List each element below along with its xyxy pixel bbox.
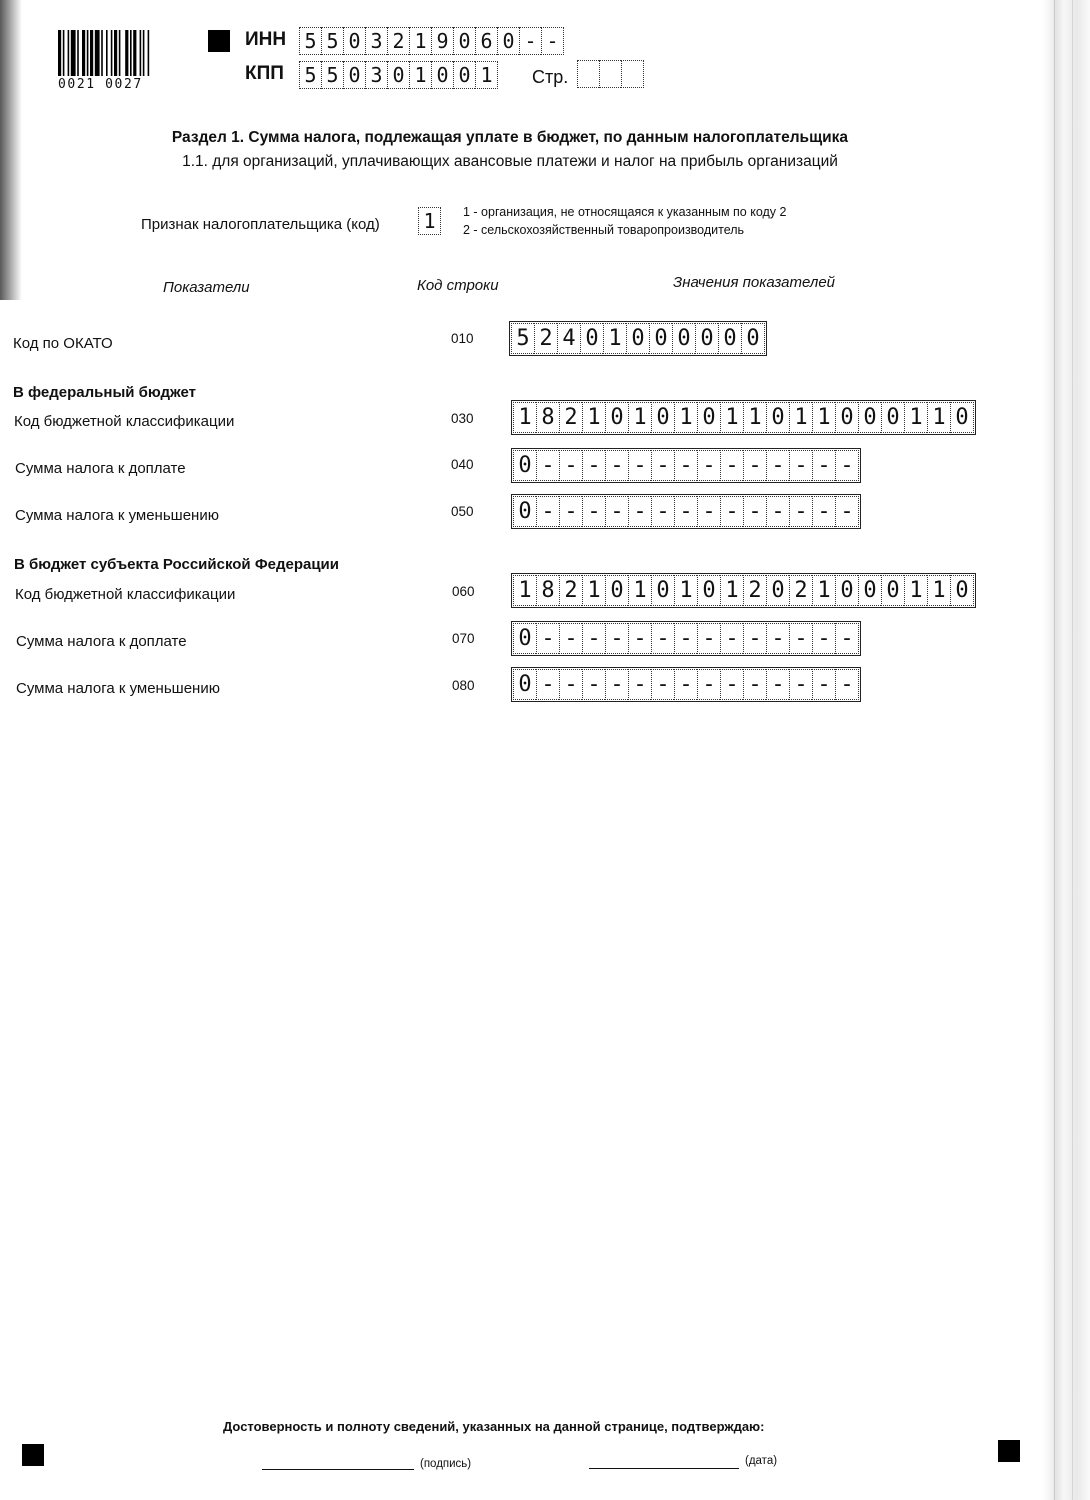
section-title: Раздел 1. Сумма налога, подлежащая уплате в бюджет, по данным налогоплательщика — [171, 129, 849, 146]
okato-label: Код по ОКАТО — [13, 335, 113, 352]
char-cell: - — [605, 496, 628, 527]
char-cell: 1 — [628, 402, 651, 433]
char-cell: 0 — [605, 402, 628, 433]
char-cell: - — [559, 623, 582, 654]
char-cell: 0 — [513, 450, 536, 481]
char-cell: - — [697, 623, 720, 654]
char-cell: 0 — [881, 575, 904, 606]
barcode-bar — [106, 30, 108, 78]
char-cell: 0 — [453, 27, 475, 55]
char-cell: 3 — [365, 61, 387, 89]
char-cell: 0 — [513, 496, 536, 527]
char-cell: - — [651, 623, 674, 654]
barcode-bar — [71, 30, 76, 78]
char-cell: - — [628, 450, 651, 481]
char-cell: - — [835, 669, 859, 700]
date-caption: (дата) — [745, 1455, 778, 1467]
char-cell: 0 — [835, 402, 858, 433]
char-cell: - — [720, 450, 743, 481]
char-cell: - — [582, 496, 605, 527]
kpp-label: КПП — [245, 63, 284, 84]
taxpayer-sign-option-1: 1 - организация, не относящаяся к указанным по коду 2 — [463, 205, 787, 219]
char-cell: 0 — [649, 323, 672, 354]
char-cell: 1 — [812, 575, 835, 606]
barcode-bar — [87, 30, 89, 78]
char-cell: 0 — [513, 669, 536, 700]
inn-label: ИНН — [245, 29, 287, 50]
barcode-bar — [148, 30, 150, 78]
char-cell: - — [674, 450, 697, 481]
federal-kbk-line-code: 030 — [451, 411, 474, 426]
federal-reduce-field[interactable] — [511, 494, 861, 529]
corner-marker-bottom-left — [22, 1444, 44, 1466]
regional-payable-label: Сумма налога к доплате — [16, 633, 187, 650]
scan-shadow — [0, 0, 22, 300]
char-cell: - — [582, 450, 605, 481]
char-cell: 6 — [475, 27, 497, 55]
regional-payable-line-code: 070 — [452, 631, 475, 646]
char-cell: 2 — [743, 575, 766, 606]
char-cell: - — [766, 623, 789, 654]
char-cell: 8 — [536, 402, 559, 433]
char-cell: - — [674, 669, 697, 700]
char-cell: - — [789, 623, 812, 654]
char-cell: - — [582, 623, 605, 654]
char-cell — [621, 60, 644, 88]
char-cell: - — [582, 669, 605, 700]
char-cell: 1 — [409, 27, 431, 55]
char-cell: 1 — [904, 575, 927, 606]
column-header-indicators: Показатели — [163, 279, 250, 296]
barcode-bar — [114, 30, 117, 78]
char-cell: 8 — [536, 575, 559, 606]
regional-payable-field[interactable] — [511, 621, 861, 656]
barcode-bar — [82, 30, 85, 78]
char-cell: 0 — [697, 402, 720, 433]
char-cell: 0 — [697, 575, 720, 606]
char-cell: - — [605, 450, 628, 481]
char-cell: 4 — [557, 323, 580, 354]
regional-kbk-field[interactable] — [511, 573, 976, 608]
taxpayer-sign-option-2: 2 - сельскохозяйственный товаропроизводитель — [463, 223, 745, 237]
char-cell: 2 — [559, 402, 582, 433]
barcode-bar — [133, 30, 136, 78]
signature-caption: (подпись) — [420, 1458, 472, 1470]
char-cell: 0 — [741, 323, 765, 354]
char-cell: - — [605, 623, 628, 654]
char-cell: - — [559, 669, 582, 700]
barcode-bar — [130, 30, 132, 78]
barcode-bar — [63, 30, 65, 78]
barcode-number: 0021 0027 — [58, 76, 182, 94]
char-cell: - — [835, 496, 859, 527]
regional-budget-heading: В бюджет субъекта Российской Федерации — [14, 556, 339, 573]
char-cell: - — [651, 496, 674, 527]
char-cell: 0 — [766, 402, 789, 433]
char-cell: 3 — [365, 27, 387, 55]
barcode-bars — [58, 30, 180, 78]
char-cell: - — [674, 623, 697, 654]
char-cell: - — [697, 496, 720, 527]
char-cell: 1 — [743, 402, 766, 433]
char-cell: - — [812, 496, 835, 527]
date-line[interactable] — [589, 1468, 739, 1469]
taxpayer-sign-field[interactable] — [418, 207, 441, 235]
char-cell: - — [536, 669, 559, 700]
confirmation-text: Достоверность и полноту сведений, указанных на данной странице, подтверждаю: — [223, 1419, 765, 1434]
char-cell: - — [835, 623, 859, 654]
okato-line-code: 010 — [451, 331, 474, 346]
char-cell: - — [536, 496, 559, 527]
char-cell: 1 — [409, 61, 431, 89]
char-cell: 0 — [431, 61, 453, 89]
char-cell: 1 — [789, 402, 812, 433]
char-cell: - — [766, 496, 789, 527]
char-cell: 5 — [321, 61, 343, 89]
inn-field[interactable] — [299, 27, 564, 55]
char-cell: 0 — [605, 575, 628, 606]
regional-kbk-line-code: 060 — [452, 584, 475, 599]
barcode-bar — [111, 30, 113, 78]
char-cell: 0 — [950, 402, 974, 433]
char-cell: 5 — [299, 61, 321, 89]
column-header-line-code: Код строки — [417, 277, 499, 294]
char-cell: 9 — [431, 27, 453, 55]
char-cell: 1 — [674, 402, 697, 433]
kpp-field[interactable] — [299, 61, 498, 89]
char-cell: 1 — [582, 575, 605, 606]
char-cell — [577, 60, 599, 88]
char-cell: - — [674, 496, 697, 527]
char-cell: - — [536, 450, 559, 481]
char-cell: - — [559, 450, 582, 481]
char-cell: - — [697, 669, 720, 700]
char-cell: - — [720, 669, 743, 700]
signature-line[interactable] — [262, 1469, 414, 1470]
char-cell: 1 — [720, 402, 743, 433]
regional-kbk-label: Код бюджетной классификации — [15, 586, 236, 603]
char-cell: 2 — [534, 323, 557, 354]
char-cell: - — [789, 450, 812, 481]
federal-payable-label: Сумма налога к доплате — [15, 460, 186, 477]
char-cell: 0 — [950, 575, 974, 606]
federal-budget-heading: В федеральный бюджет — [13, 384, 196, 401]
char-cell — [599, 60, 621, 88]
char-cell: 5 — [511, 323, 534, 354]
char-cell: 2 — [789, 575, 812, 606]
taxpayer-sign-label: Признак налогоплательщика (код) — [141, 216, 380, 233]
barcode-bar — [77, 30, 79, 78]
char-cell: 5 — [321, 27, 343, 55]
char-cell: 1 — [513, 575, 536, 606]
char-cell: - — [628, 669, 651, 700]
char-cell: 0 — [835, 575, 858, 606]
barcode-bar — [58, 30, 61, 78]
corner-marker-bottom-right — [998, 1440, 1020, 1462]
char-cell: 0 — [858, 575, 881, 606]
regional-reduce-label: Сумма налога к уменьшению — [16, 680, 220, 697]
char-cell: 0 — [651, 575, 674, 606]
page-number-field[interactable] — [577, 60, 644, 88]
char-cell: 2 — [559, 575, 582, 606]
char-cell: 0 — [766, 575, 789, 606]
char-cell: 0 — [387, 61, 409, 89]
char-cell: 1 — [582, 402, 605, 433]
char-cell: - — [720, 496, 743, 527]
barcode-bar — [125, 30, 128, 78]
federal-payable-field[interactable] — [511, 448, 861, 483]
char-cell: 0 — [651, 402, 674, 433]
char-cell: - — [519, 27, 541, 55]
okato-field[interactable] — [509, 321, 767, 356]
page-label: Стр. — [532, 67, 569, 87]
barcode-bar — [119, 30, 121, 78]
federal-reduce-label: Сумма налога к уменьшению — [15, 507, 219, 524]
barcode-bar — [101, 30, 103, 78]
char-cell: 1 — [927, 402, 950, 433]
char-cell: - — [720, 623, 743, 654]
char-cell: 0 — [580, 323, 603, 354]
char-cell: 1 — [674, 575, 697, 606]
char-cell: 1 — [812, 402, 835, 433]
char-cell: 0 — [626, 323, 649, 354]
federal-reduce-line-code: 050 — [451, 504, 474, 519]
barcode-bar — [90, 30, 93, 78]
char-cell: - — [743, 450, 766, 481]
barcode — [58, 30, 180, 96]
regional-reduce-line-code: 080 — [452, 678, 475, 693]
char-cell: - — [651, 450, 674, 481]
barcode-bar — [140, 30, 142, 78]
char-cell: 1 — [603, 323, 626, 354]
char-cell: - — [812, 450, 835, 481]
char-cell: 1 — [475, 61, 498, 89]
char-cell: - — [766, 669, 789, 700]
char-cell: - — [559, 496, 582, 527]
column-header-values: Значения показателей — [673, 274, 836, 291]
regional-reduce-field[interactable] — [511, 667, 861, 702]
char-cell: 2 — [387, 27, 409, 55]
char-cell: 1 — [628, 575, 651, 606]
char-cell: 0 — [343, 27, 365, 55]
char-cell: 0 — [881, 402, 904, 433]
char-cell: 1 — [927, 575, 950, 606]
federal-payable-line-code: 040 — [451, 457, 474, 472]
char-cell: - — [536, 623, 559, 654]
char-cell: - — [743, 623, 766, 654]
char-cell: - — [812, 623, 835, 654]
char-cell: 0 — [497, 27, 519, 55]
char-cell: 5 — [299, 27, 321, 55]
char-cell: 0 — [858, 402, 881, 433]
char-cell: 1 — [418, 207, 441, 235]
char-cell: 1 — [513, 402, 536, 433]
char-cell: 0 — [343, 61, 365, 89]
barcode-bar — [143, 30, 145, 78]
scan-page-edge — [1042, 0, 1090, 1500]
char-cell: - — [835, 450, 859, 481]
char-cell: - — [628, 496, 651, 527]
char-cell: - — [541, 27, 564, 55]
char-cell: - — [628, 623, 651, 654]
federal-kbk-field[interactable] — [511, 400, 976, 435]
char-cell: 0 — [695, 323, 718, 354]
char-cell: - — [743, 496, 766, 527]
char-cell: - — [812, 669, 835, 700]
char-cell: 0 — [453, 61, 475, 89]
barcode-bar — [68, 30, 70, 78]
char-cell: 1 — [720, 575, 743, 606]
char-cell: 1 — [904, 402, 927, 433]
section-subtitle: 1.1. для организаций, уплачивающих авансовые платежи и налог на прибыль организаций — [182, 153, 838, 170]
char-cell: - — [697, 450, 720, 481]
char-cell: - — [743, 669, 766, 700]
char-cell: 0 — [672, 323, 695, 354]
char-cell: - — [605, 669, 628, 700]
barcode-bar — [95, 30, 100, 78]
char-cell: - — [766, 450, 789, 481]
char-cell: - — [651, 669, 674, 700]
char-cell: - — [789, 496, 812, 527]
char-cell: - — [789, 669, 812, 700]
char-cell: 0 — [718, 323, 741, 354]
corner-marker-top — [208, 30, 230, 52]
char-cell: 0 — [513, 623, 536, 654]
federal-kbk-label: Код бюджетной классификации — [14, 413, 235, 430]
